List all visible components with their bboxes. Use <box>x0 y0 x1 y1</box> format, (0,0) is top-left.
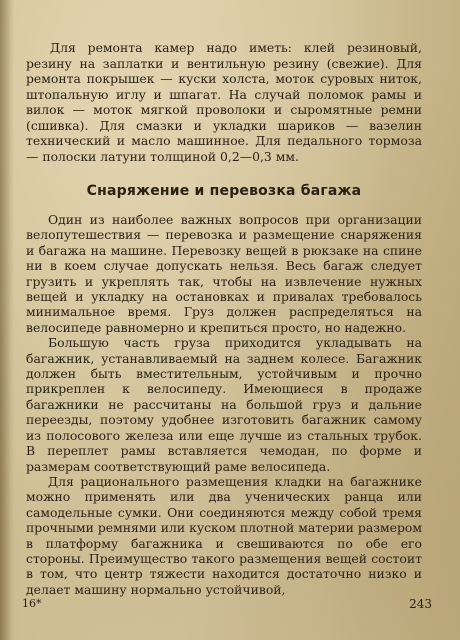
spine-shadow <box>0 0 14 640</box>
body-paragraph: Для рационального размещения кладки на багажнике можно применять или два ученических ранца или самодельные сумки. Они соединяются между собой тремя прочными ремнями или куском плотной материи размером в платформу багажника и свешиваются по обе его стороны. Преимущество такого размещения вещей состоит в том, что центр тяжести находится достаточно низко и делает машину нормально устойчивой, <box>26 473 422 597</box>
body-paragraph: Один из наиболее важных вопросов при организации велопутешествия — перевозка и размещение снаряжения и багажа на машине. Перевозку вещей в рюкзаке на спине ни в коем случае допускать нельзя. Весь багаж следует грузить и укреплять так, чтобы на извлечение нужных вещей и укладку на остановках и привалах требовалось минимальное время. Груз должен распределяться на велосипеде равномерно и крепиться просто, но надежно. <box>26 212 422 335</box>
page-footer <box>22 596 432 612</box>
page-number: 243 <box>409 597 432 611</box>
tools-list-block <box>26 40 422 164</box>
page-content <box>26 40 422 597</box>
tools-paragraph: Для ремонта камер надо иметь: клей резиновый, резину на заплатки и вентильную резину (свежие). Для ремонта покрышек — куски холста, моток суровых ниток, штопальную иглу и шпагат. На случай поломок рамы и вилок — моток мягкой проволоки и сыромятные ремни (сшивка). Для смазки и укладки шариков — вазелин технический и масло машинное. Для педального тормоза — полоски латуни толщиной 0,2—0,3 мм. <box>26 40 422 164</box>
signature-mark: 16* <box>22 597 42 610</box>
section-body <box>26 212 422 597</box>
body-paragraph: Большую часть груза приходится укладывать на багажник, устанавливаемый на заднем колесе. Багажник должен быть вместительным, устойчивым и прочно прикреплен к велосипеду. Имеющиеся в продаже багажники не рассчитаны на большой груз и дальние переезды, поэтому удобнее изготовить багажник самому из полосового железа или еще лучше из стальных трубок. В переплет рамы вставляется чемодан, по форме и размерам соответствующий раме велосипеда. <box>26 335 422 474</box>
section-title: Снаряжение и перевозка багажа <box>86 183 362 199</box>
